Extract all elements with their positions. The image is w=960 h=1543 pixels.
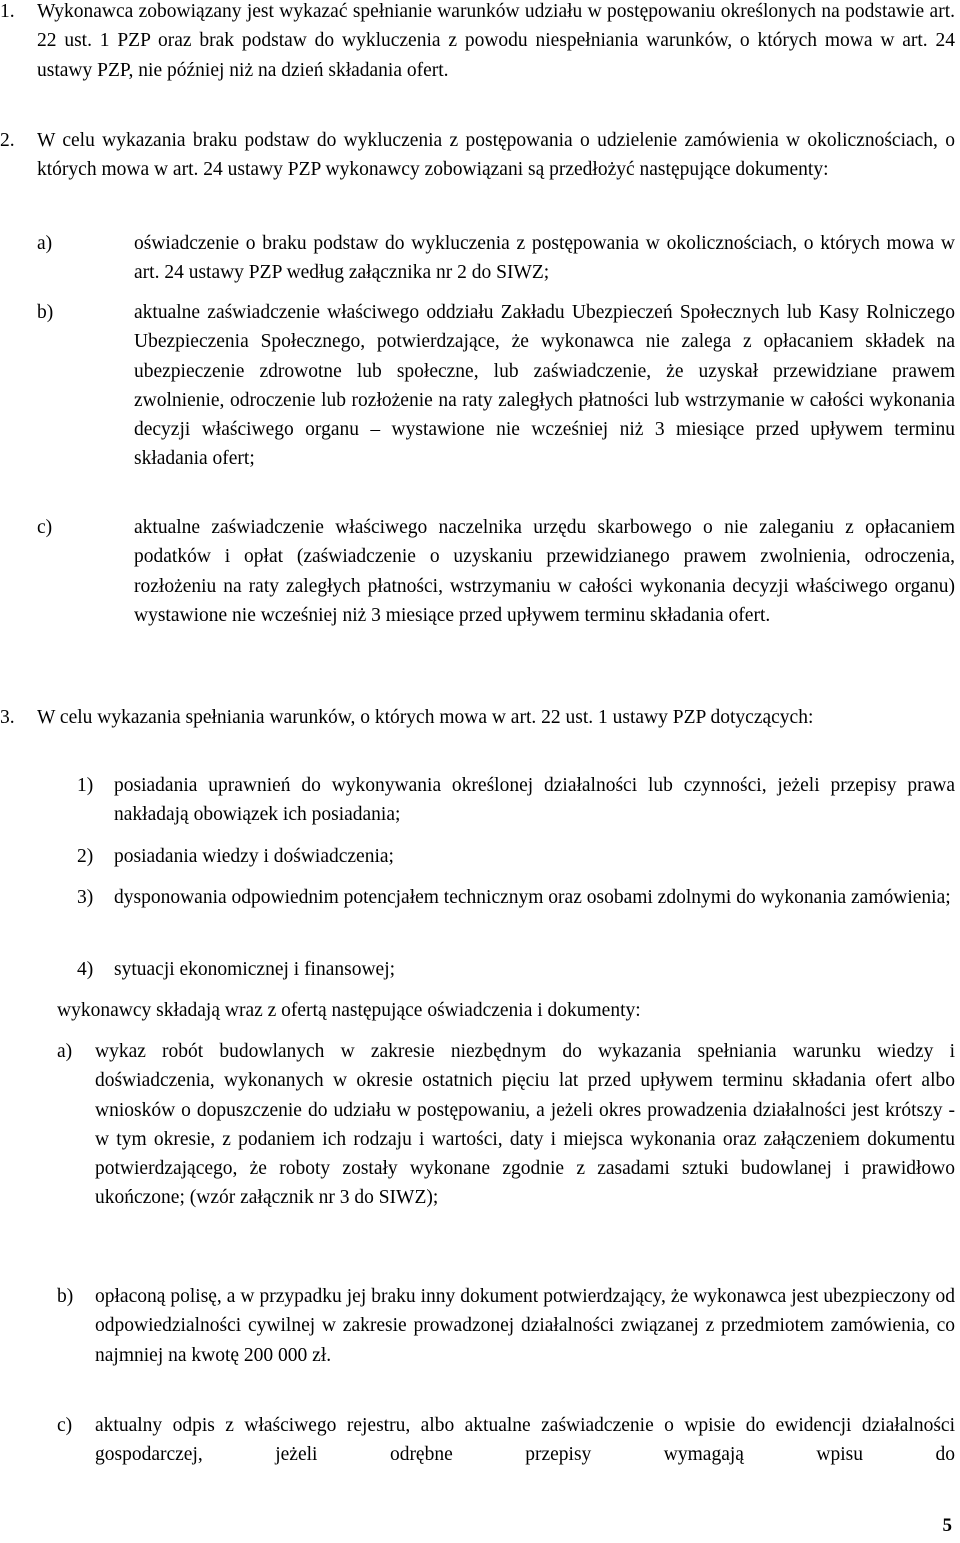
section-2-item-b-text: aktualne zaświadczenie właściwego oddziału Zakładu Ubezpieczeń Społecznych lub Kasy Rolniczego Ubezpieczenia Społecznego, potwierdzające, że wykonawca nie zalega z opłacaniem składek na ubezpieczenie zdrowotne lub społeczne, lub zaświadczenie, że uzyskał przewidziane prawem zwolnienie, odroczenie lub rozłożenie na raty zaległych płatności lub wstrzymanie w całości wykonania decyzji właściwego organu – wystawione nie wcześniej niż 3 miesiące przed upływem terminu składania ofert; xyxy=(134,302,955,470)
page-number: 5 xyxy=(942,1515,952,1536)
section-1-text: Wykonawca zobowiązany jest wykazać spełnianie warunków udziału w postępowaniu określonych na podstawie art. 22 ust. 1 PZP oraz brak podstaw do wykluczenia z powodu niespełniania warunków, o których mowa w art. 24 ustawy PZP, nie później niż na dzień składania ofert. xyxy=(37,1,955,81)
documents-intro: wykonawcy składają wraz z ofertą następujące oświadczenia i dokumenty: xyxy=(57,1000,641,1021)
section-3-text: W celu wykazania spełniania warunków, o których mowa w art. 22 ust. 1 ustawy PZP dotyczących: xyxy=(37,707,814,728)
doc-a-text: wykaz robót budowlanych w zakresie niezbędnym do wykazania spełniania warunku wiedzy i doświadczenia, wykonanych w okresie ostatnich pięciu lat przed upływem terminu składania ofert albo wniosków o dopuszczenie do udziału w postępowaniu, a jeżeli okres prowadzenia działalności jest krótszy - w tym okresie, z podaniem ich rodzaju i wartości, daty i miejsca wykonania oraz załączeniem dokumentu potwierdzającego, że roboty zostały wykonane zgodnie z zasadami sztuki budowlanej i prawidłowo ukończone; (wzór załącznik nr 3 do SIWZ); xyxy=(95,1041,955,1209)
section-2-item-a-text: oświadczenie o braku podstaw do wykluczenia z postępowania w okolicznościach, o których mowa w art. 24 ustawy PZP według załącznika nr 2 do SIWZ; xyxy=(134,233,955,284)
doc-a-label: a) xyxy=(57,1041,73,1062)
section-2-text: W celu wykazania braku podstaw do wykluczenia z postępowania o udzielenie zamówienia w okolicznościach, o których mowa w art. 24 ustawy PZP wykonawcy zobowiązani są przedłożyć następujące dokumenty: xyxy=(37,130,955,181)
doc-c-text: aktualny odpis z właściwego rejestru, albo aktualne zaświadczenie o wpisie do ewidencji działalności gospodarczej, jeżeli odrębne przepisy wymagają wpisu do xyxy=(95,1415,955,1466)
doc-b-label: b) xyxy=(57,1286,74,1307)
section-2-number: 2. xyxy=(0,130,15,151)
condition-3-text: dysponowania odpowiednim potencjałem technicznym oraz osobami zdolnymi do wykonania zamówienia; xyxy=(114,887,951,908)
doc-b-text: opłaconą polisę, a w przypadku jej braku inny dokument potwierdzający, że wykonawca jest ubezpieczony od odpowiedzialności cywilnej w zakresie prowadzonej działalności związanej z przedmiotem zamówienia, co najmniej na kwotę 200 000 zł. xyxy=(95,1286,955,1366)
condition-1-label: 1) xyxy=(77,775,94,796)
condition-4-text: sytuacji ekonomicznej i finansowej; xyxy=(114,959,396,980)
condition-2-label: 2) xyxy=(77,846,94,867)
condition-2-text: posiadania wiedzy i doświadczenia; xyxy=(114,846,394,867)
section-1-number: 1. xyxy=(0,1,15,22)
condition-4-label: 4) xyxy=(77,959,94,980)
section-2-item-b-label: b) xyxy=(37,302,54,323)
section-2-item-c-text: aktualne zaświadczenie właściwego naczelnika urzędu skarbowego o nie zaleganiu z opłacaniem podatków i opłat (zaświadczenie o uzyskaniu przewidzianego prawem zwolnienia, odroczenia, rozłożeniu na raty zaległych płatności, wstrzymaniu w całości wykonania decyzji właściwego organu) wystawione nie wcześniej niż 3 miesiące przed upływem terminu składania ofert. xyxy=(134,517,955,626)
condition-1-text: posiadania uprawnień do wykonywania określonej działalności lub czynności, jeżeli przepisy prawa nakładają obowiązek ich posiadania; xyxy=(114,775,955,826)
section-2-item-a-label: a) xyxy=(37,233,53,254)
condition-3-label: 3) xyxy=(77,887,94,908)
section-3-number: 3. xyxy=(0,707,15,728)
doc-c-label: c) xyxy=(57,1415,73,1436)
section-2-item-c-label: c) xyxy=(37,517,53,538)
